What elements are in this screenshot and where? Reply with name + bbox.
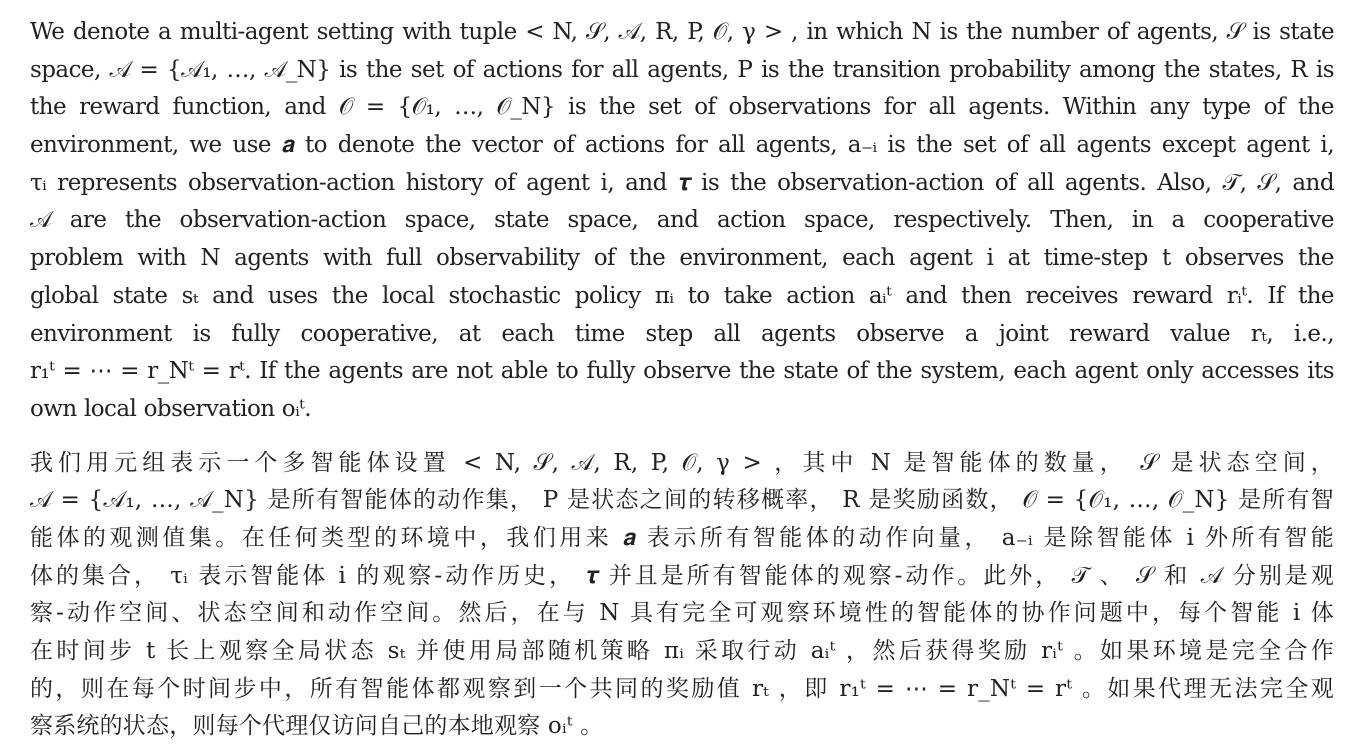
- chinese-line-4: 体的集合， τᵢ 表示智能体 i 的观察-动作历史， 𝝉 并且是所有智能体的观察-动作。此外， 𝒯 、 𝒮 和 𝒜 分别是观: [30, 562, 1334, 589]
- english-line-5: τᵢ represents observation-action history of agent i, and 𝝉 is the observation-action of all agents. Also, 𝒯, 𝒮, and: [30, 169, 1334, 196]
- english-line-10: r₁ᵗ = ⋯ = r_Nᵗ = rᵗ. If the agents are not able to fully observe the state of the system, each agent only accesses its: [30, 358, 1334, 385]
- chinese-line-2: 𝒜 = {𝒜₁, …, 𝒜_N} 是所有智能体的动作集， P 是状态之间的转移概率， R 是奖励函数， 𝒪 = {𝒪₁, …, 𝒪_N} 是所有智: [30, 487, 1334, 514]
- chinese-line-1: 我们用元组表示一个多智能体设置 < N, 𝒮, 𝒜, R, P, 𝒪, γ > ，其中 N 是智能体的数量， 𝒮 是状态空间，: [30, 449, 1334, 476]
- english-line-4: environment, we use 𝒂 to denote the vector of actions for all agents, a₋ᵢ is the set of all agents except agent i,: [30, 132, 1334, 159]
- english-line-9: environment is fully cooperative, at each time step all agents observe a joint reward value rₜ, i.e.,: [30, 320, 1334, 347]
- english-line-7: problem with N agents with full observability of the environment, each agent i at time-step t observes the: [30, 245, 1334, 272]
- chinese-line-8: 察系统的状态，则每个代理仅访问自己的本地观察 oᵢᵗ 。: [30, 713, 604, 740]
- chinese-line-7: 的，则在每个时间步中，所有智能体都观察到一个共同的奖励值 rₜ ，即 r₁ᵗ = ⋯ = r_Nᵗ = rᵗ 。如果代理无法完全观: [30, 675, 1334, 702]
- chinese-line-6: 在时间步 t 长上观察全局状态 sₜ 并使用局部随机策略 πᵢ 采取行动 aᵢᵗ ，然后获得奖励 rᵢᵗ 。如果环境是完全合作: [30, 638, 1334, 664]
- english-line-1: We denote a multi-agent setting with tuple < N, 𝒮, 𝒜, R, P, 𝒪, γ > , in which N is the number of agents, 𝒮 is state: [30, 19, 1334, 45]
- document-page: [30, 14, 1334, 746]
- english-line-2: space, 𝒜 = {𝒜₁, …, 𝒜_N} is the set of actions for all agents, P is the transition probability among the states, R is: [30, 56, 1334, 83]
- english-line-11: own local observation oᵢᵗ.: [30, 395, 312, 422]
- english-paragraph: [30, 14, 1334, 429]
- chinese-line-5: 察-动作空间、状态空间和动作空间。然后，在与 N 具有完全可观察环境性的智能体的协作问题中，每个智能 i 体: [30, 600, 1334, 627]
- chinese-line-3: 能体的观测值集。在任何类型的环境中，我们用来 𝒂 表示所有智能体的动作向量， a₋ᵢ 是除智能体 i 外所有智能: [30, 524, 1334, 551]
- english-line-6: 𝒜 are the observation-action space, state space, and action space, respectively. Then, in a cooperative: [30, 207, 1334, 234]
- chinese-paragraph: [30, 445, 1334, 747]
- english-line-3: the reward function, and 𝒪 = {𝒪₁, …, 𝒪_N} is the set of observations for all agents. Within any type of the: [30, 94, 1334, 121]
- english-line-8: global state sₜ and uses the local stochastic policy πᵢ to take action aᵢᵗ and then receives reward rᵢᵗ. If the: [30, 282, 1334, 309]
